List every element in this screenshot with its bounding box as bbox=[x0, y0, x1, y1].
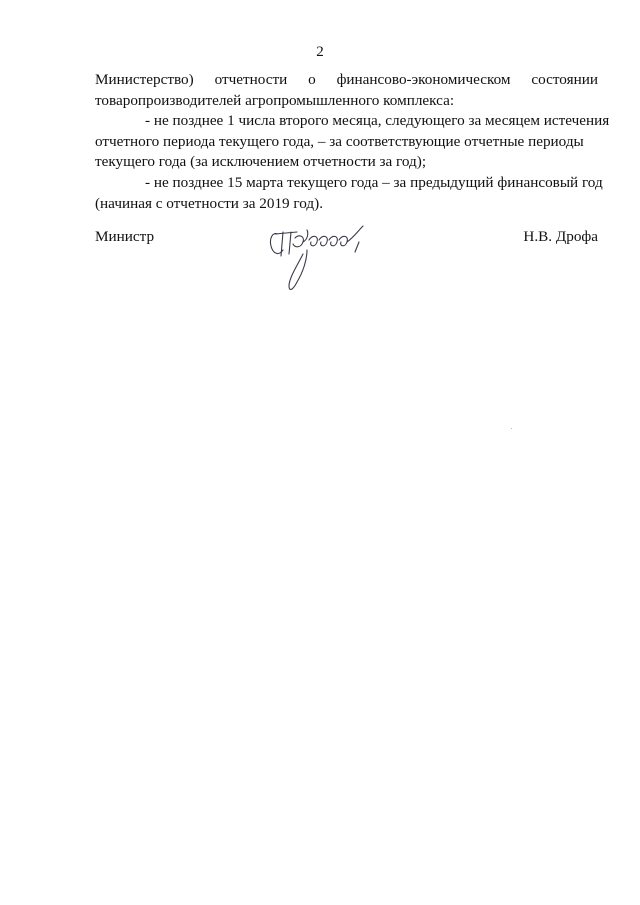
word: Министерство) bbox=[95, 71, 194, 88]
signature-block bbox=[95, 228, 598, 308]
signatory-name: Н.В. Дрофа bbox=[523, 228, 598, 245]
list-item-1-line-2: отчетного периода текущего года, – за соответствующие отчетные периоды bbox=[95, 132, 584, 150]
signatory-title: Министр bbox=[95, 228, 155, 245]
word: о bbox=[308, 71, 316, 88]
document-body bbox=[95, 70, 610, 214]
list-item-1-line-1: - не позднее 1 числа второго месяца, следующего за месяцем истечения bbox=[145, 112, 610, 130]
list-item-2-line-2: (начиная с отчетности за 2019 год). bbox=[95, 194, 324, 212]
paragraph-line-2: товаропроизводителей агропромышленного комплекса: bbox=[95, 91, 455, 109]
word: состоянии bbox=[531, 71, 598, 88]
scan-speck bbox=[511, 428, 512, 429]
list-item-2-line-1: - не позднее 15 марта текущего года – за предыдущий финансовый год bbox=[145, 173, 603, 191]
word: отчетности bbox=[214, 71, 288, 88]
paragraph-line-1 bbox=[95, 70, 598, 91]
word: финансово-экономическом bbox=[336, 71, 511, 88]
page-number: 2 bbox=[316, 44, 324, 60]
handwritten-signature-icon bbox=[263, 220, 373, 298]
list-item-1-line-3: текущего года (за исключением отчетности за год); bbox=[95, 153, 427, 171]
